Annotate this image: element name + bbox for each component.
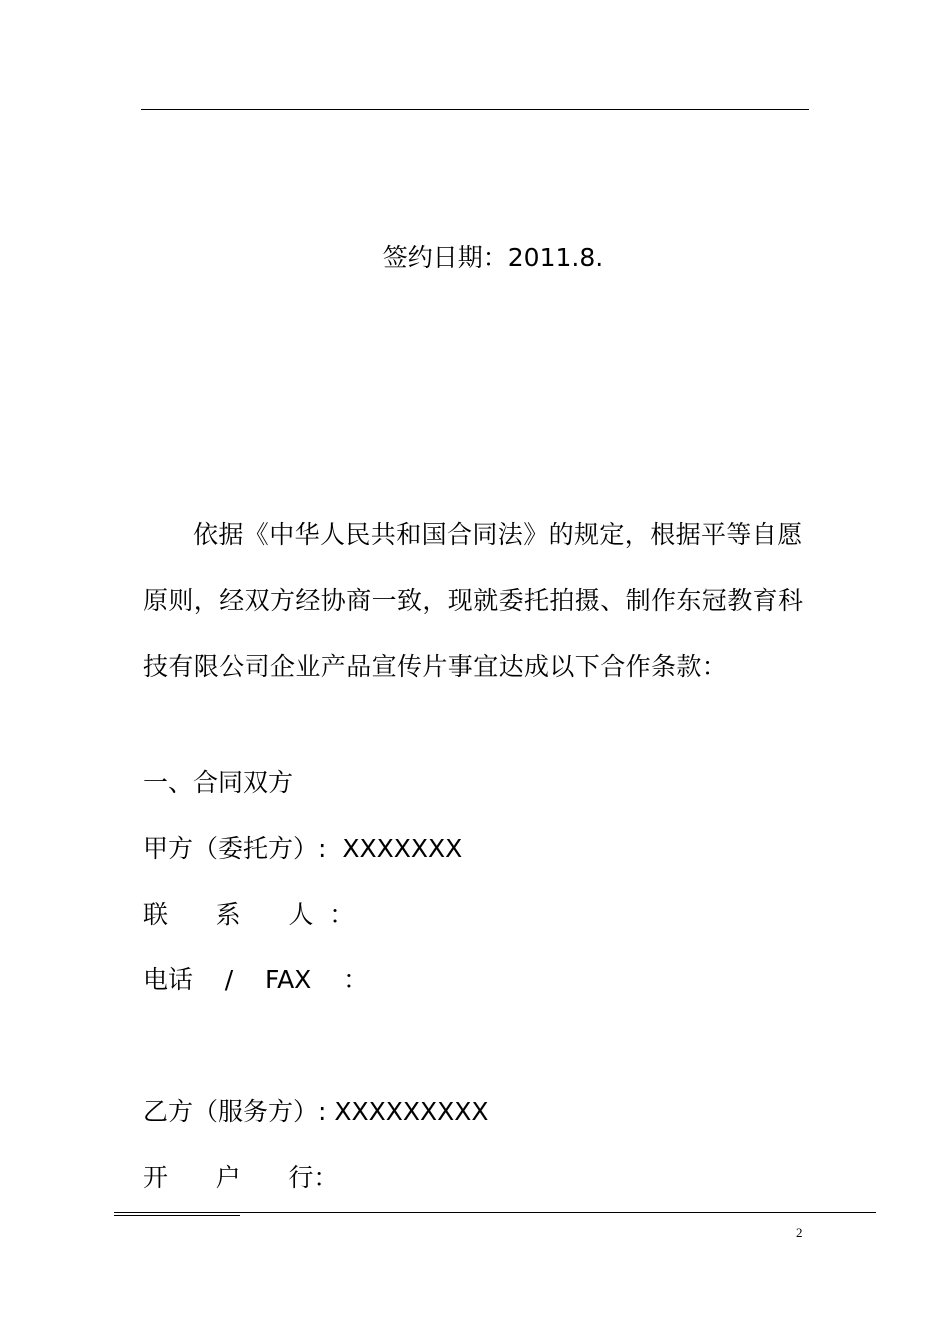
party-a-line: 甲方（委托方）: XXXXXXX (143, 834, 463, 863)
contact-person-line: 联 系 人 ： (143, 900, 355, 929)
party-b-line: 乙方（服务方）: XXXXXXXXX (143, 1097, 489, 1126)
section-heading: 一、合同双方 (143, 768, 294, 797)
page-number: 2 (796, 1225, 803, 1240)
intro-paragraph: 依据《中华人民共和国合同法》的规定，根据平等自愿原则，经双方经协商一致，现就委托拍摄、制作东冠教育科技有限公司企业产品宣传片事宜达成以下合作条款： (143, 520, 804, 681)
footer-rule-accent (114, 1215, 240, 1216)
header-rule (141, 109, 809, 110)
bank-line: 开 户 行： (143, 1163, 339, 1192)
sign-date: 签约日期：2011.8. (382, 243, 604, 272)
footer-rule (114, 1212, 876, 1213)
phone-fax-line: 电话 / FAX ： (143, 965, 369, 994)
